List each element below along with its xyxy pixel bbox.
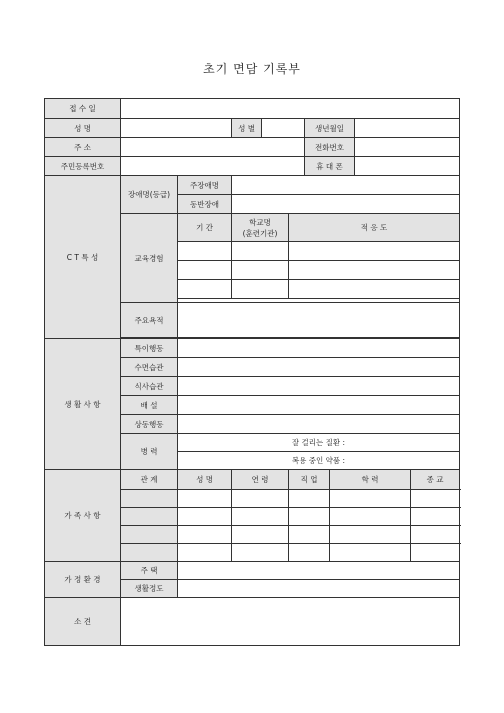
relation-header: 관 계 [121, 470, 178, 490]
resident-no-label: 주민등록번호 [45, 157, 121, 176]
living-standard-field[interactable] [178, 580, 460, 598]
excretion-field[interactable] [178, 396, 460, 415]
intake-form-table [44, 98, 460, 646]
edu-adaptation-cell[interactable] [289, 242, 460, 261]
frequent-illness-field[interactable]: 잘 걸리는 질환 : [178, 434, 460, 452]
gender-field[interactable] [262, 119, 305, 138]
housing-label: 주 택 [121, 562, 178, 580]
opinion-label: 소 견 [45, 598, 121, 646]
medical-history-label: 병 력 [121, 434, 178, 470]
edu-adaptation-cell[interactable] [289, 280, 460, 299]
education-header: 학 력 [330, 470, 411, 490]
name-field[interactable] [121, 119, 232, 138]
edu-school-cell[interactable] [232, 261, 289, 280]
family-name-header: 성 명 [178, 470, 232, 490]
opinion-field[interactable] [121, 598, 460, 646]
family-relation-cell[interactable] [121, 544, 178, 562]
education-history-label: 교육경험 [121, 214, 178, 303]
eating-habit-field[interactable] [178, 377, 460, 396]
family-name-cell[interactable] [178, 544, 232, 562]
ct-traits-label: C T 특 성 [45, 176, 121, 339]
family-occupation-cell[interactable] [289, 526, 330, 544]
family-relation-cell[interactable] [121, 508, 178, 526]
edu-school-cell[interactable] [232, 242, 289, 261]
medication-field[interactable]: 복용 중인 약품 : [178, 452, 460, 470]
school-name-header [232, 214, 289, 242]
family-age-cell[interactable] [232, 490, 289, 508]
page-title: 초기 면담 기록부 [203, 62, 301, 76]
family-occupation-cell[interactable] [289, 508, 330, 526]
family-religion-cell[interactable] [411, 490, 460, 508]
family-occupation-cell[interactable] [289, 544, 330, 562]
resident-no-field[interactable] [121, 157, 305, 176]
main-complaint-field[interactable] [178, 303, 460, 338]
edu-school-cell[interactable] [232, 280, 289, 299]
eating-habit-label: 식사습관 [121, 377, 178, 396]
family-name-cell[interactable] [178, 490, 232, 508]
gender-label: 성 별 [232, 119, 262, 138]
living-standard-label: 생활정도 [121, 580, 178, 598]
religion-header: 종 교 [411, 470, 460, 490]
family-age-cell[interactable] [232, 508, 289, 526]
phone-field[interactable] [355, 138, 460, 157]
edu-period-cell[interactable] [178, 242, 232, 261]
main-complaint-label: 주요욕적 [121, 303, 178, 338]
sleep-habit-field[interactable] [178, 358, 460, 377]
disability-grade-label: 장애명(등급) [121, 176, 178, 214]
housing-field[interactable] [178, 562, 460, 580]
family-religion-cell[interactable] [411, 508, 460, 526]
life-section-label: 생 활 사 항 [45, 339, 121, 470]
accompanying-disability-label: 동반장애 [178, 195, 232, 214]
family-name-cell[interactable] [178, 526, 232, 544]
school-name-line2: (훈련기관) [242, 228, 278, 238]
birthdate-field[interactable] [355, 119, 460, 138]
family-religion-cell[interactable] [411, 526, 460, 544]
edu-adaptation-cell[interactable] [289, 261, 460, 280]
birthdate-label: 생년월일 [305, 119, 355, 138]
family-section-label: 가 족 사 항 [45, 470, 121, 562]
family-relation-cell[interactable] [121, 490, 178, 508]
name-label: 성 명 [45, 119, 121, 138]
stereotyped-behavior-label: 상동행동 [121, 415, 178, 434]
school-name-line1: 학교명 [249, 217, 271, 227]
edu-period-cell[interactable] [178, 261, 232, 280]
edu-period-cell[interactable] [178, 280, 232, 299]
receipt-date-label: 접 수 일 [45, 99, 121, 119]
family-education-cell[interactable] [330, 526, 411, 544]
stereotyped-behavior-field[interactable] [178, 415, 460, 434]
family-occupation-cell[interactable] [289, 490, 330, 508]
accompanying-disability-field[interactable] [232, 195, 460, 214]
family-age-cell[interactable] [232, 526, 289, 544]
family-religion-cell[interactable] [411, 544, 460, 562]
occupation-header: 직 업 [289, 470, 330, 490]
excretion-label: 배 설 [121, 396, 178, 415]
mobile-label: 휴 대 폰 [305, 157, 355, 176]
special-behavior-label: 특이행동 [121, 339, 178, 358]
family-name-cell[interactable] [178, 508, 232, 526]
mobile-field[interactable] [355, 157, 460, 176]
special-behavior-field[interactable] [178, 339, 460, 358]
receipt-date-field[interactable] [121, 99, 460, 119]
main-disability-label: 주장애명 [178, 176, 232, 195]
family-education-cell[interactable] [330, 490, 411, 508]
period-header: 기 간 [178, 214, 232, 242]
address-label: 주 소 [45, 138, 121, 157]
family-age-cell[interactable] [232, 544, 289, 562]
adaptation-header: 적 응 도 [289, 214, 460, 242]
main-disability-field[interactable] [232, 176, 460, 195]
sleep-habit-label: 수면습관 [121, 358, 178, 377]
family-relation-cell[interactable] [121, 526, 178, 544]
age-header: 연 령 [232, 470, 289, 490]
home-environment-label: 가 정 환 경 [45, 562, 121, 598]
family-education-cell[interactable] [330, 544, 411, 562]
phone-label: 전화번호 [305, 138, 355, 157]
family-education-cell[interactable] [330, 508, 411, 526]
address-field[interactable] [121, 138, 305, 157]
